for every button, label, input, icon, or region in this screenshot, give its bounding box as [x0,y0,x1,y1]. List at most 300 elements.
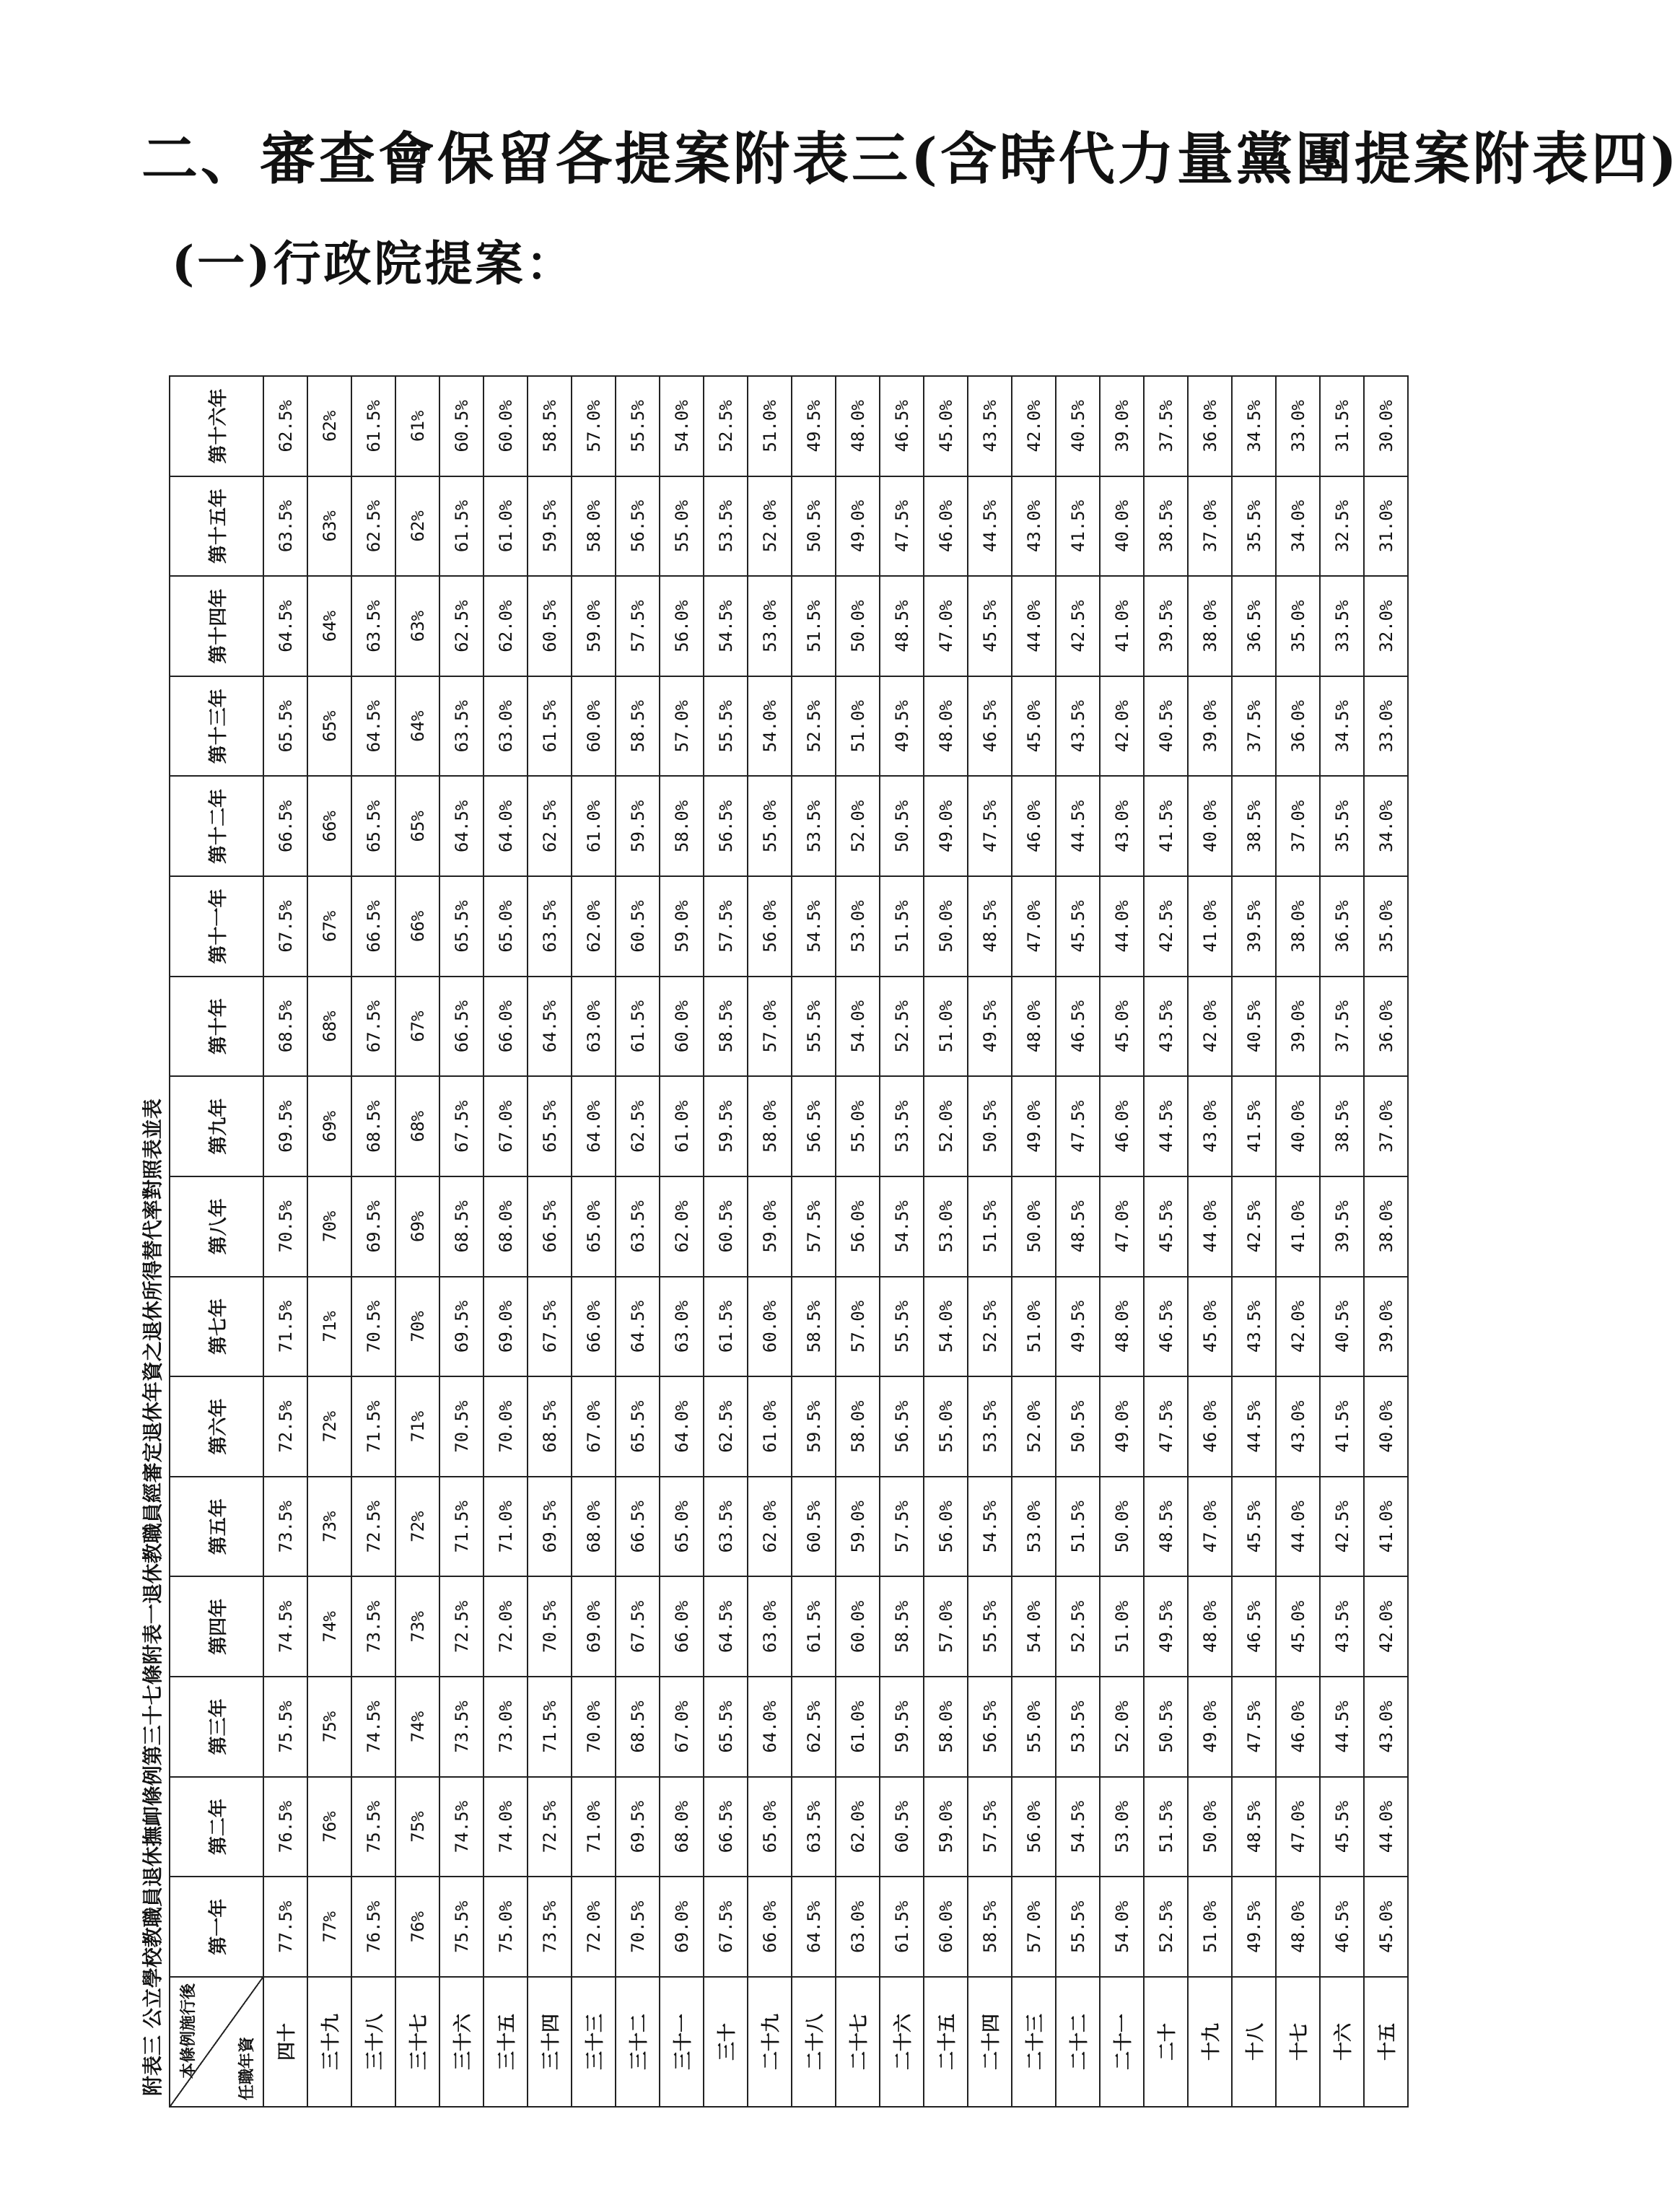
table-row [1364,376,1408,2107]
rate-cell: 61.0% [836,1677,880,1777]
rate-cell: 51.5% [968,1176,1012,1277]
rate-cell: 55.0% [660,476,704,577]
rate-cell: 74.5% [351,1677,395,1777]
rate-cell: 65.0% [660,1477,704,1577]
rate-cell: 52.5% [792,676,836,777]
rate-cell: 71% [395,1376,439,1477]
row-header-cell: 三十四 [528,1977,572,2107]
rate-cell: 65.5% [528,1076,572,1176]
rate-cell: 40.5% [1056,376,1100,476]
table-row [748,376,792,2107]
rate-cell: 68.0% [484,1176,528,1277]
rate-cell: 44.5% [1232,1376,1276,1477]
rate-cell: 33.0% [1276,376,1320,476]
rate-cell: 56.5% [616,476,660,577]
rate-cell: 77.5% [263,1877,307,1977]
rate-cell: 62.0% [748,1477,792,1577]
rate-cell: 40.5% [1232,977,1276,1077]
rate-cell: 51.0% [836,676,880,777]
rate-cell: 49.0% [924,777,968,877]
rate-cell: 52.5% [880,977,924,1077]
rate-cell: 37.0% [1188,476,1232,577]
rate-cell: 43.5% [1232,1277,1276,1377]
row-header-cell: 三十九 [307,1977,351,2107]
rate-cell: 42.0% [1012,376,1056,476]
rate-cell: 46.0% [1276,1677,1320,1777]
rate-cell: 56.5% [704,777,748,877]
rate-cell: 45.5% [1144,1176,1188,1277]
rate-cell: 73% [307,1477,351,1577]
row-header-cell: 二十八 [792,1977,836,2107]
rate-cell: 50.5% [1144,1677,1188,1777]
rate-cell: 35.5% [1320,777,1364,877]
rate-cell: 62.5% [792,1677,836,1777]
rate-cell: 55.5% [792,977,836,1077]
rate-cell: 71.5% [351,1376,395,1477]
rate-cell: 69.0% [660,1877,704,1977]
rate-cell: 62.0% [660,1176,704,1277]
column-header: 第十五年 [170,476,263,577]
rate-cell: 44.0% [1276,1477,1320,1577]
rate-cell: 74.5% [439,1777,484,1877]
rate-cell: 68% [395,1076,439,1176]
rate-cell: 54.5% [704,576,748,676]
column-header: 第十二年 [170,777,263,877]
rate-cell: 50.5% [792,476,836,577]
rate-cell: 62.5% [439,576,484,676]
row-header-cell: 十九 [1188,1977,1232,2107]
rate-cell: 40.0% [1100,476,1144,577]
rate-cell: 74.5% [263,1577,307,1677]
rate-cell: 69% [395,1176,439,1277]
table-caption: 附表三 公立學校教職員退休撫卹條例第三十七條附表一退休教職員經審定退休年資之退休所得替代率對照表並表 [141,1099,165,2096]
rate-cell: 48.5% [880,576,924,676]
rate-cell: 69.5% [616,1777,660,1877]
column-header: 第四年 [170,1577,263,1677]
table-row [572,376,616,2107]
rate-cell: 55.5% [1056,1877,1100,1977]
rate-cell: 40.0% [1364,1376,1408,1477]
row-header-cell: 四十 [263,1977,307,2107]
rate-cell: 60.5% [880,1777,924,1877]
column-header: 第八年 [170,1176,263,1277]
rate-cell: 57.5% [792,1176,836,1277]
row-header-cell: 三十八 [351,1977,395,2107]
rate-cell: 54.0% [660,376,704,476]
rate-cell: 53.5% [792,777,836,877]
rate-cell: 66.5% [616,1477,660,1577]
table-row [1100,376,1144,2107]
rate-cell: 60.5% [704,1176,748,1277]
rate-cell: 42.5% [1144,876,1188,977]
rate-cell: 62.0% [836,1777,880,1877]
rate-cell: 66.0% [484,977,528,1077]
rate-cell: 64.5% [616,1277,660,1377]
table-row [307,376,351,2107]
row-header-cell: 二十二 [1056,1977,1100,2107]
rate-cell: 53.0% [836,876,880,977]
rate-cell: 65.5% [704,1677,748,1777]
rate-cell: 73.0% [484,1677,528,1777]
rate-cell: 42.0% [1100,676,1144,777]
row-header-cell: 三十七 [395,1977,439,2107]
rate-cell: 38.0% [1276,876,1320,977]
rate-cell: 35.0% [1364,876,1408,977]
column-header: 第十三年 [170,676,263,777]
column-header: 第九年 [170,1076,263,1176]
rate-cell: 61.5% [880,1877,924,1977]
rate-cell: 71% [307,1277,351,1377]
row-header-cell: 二十九 [748,1977,792,2107]
rate-cell: 38.5% [1320,1076,1364,1176]
rate-cell: 43.5% [1320,1577,1364,1677]
rate-cell: 55.0% [924,1376,968,1477]
rate-cell: 69% [307,1076,351,1176]
rate-cell: 54.5% [1056,1777,1100,1877]
rate-cell: 53.0% [924,1176,968,1277]
rate-cell: 45.0% [1364,1877,1408,1977]
rate-cell: 62.5% [704,1376,748,1477]
column-header: 第十六年 [170,376,263,476]
rate-cell: 60.0% [484,376,528,476]
rate-cell: 34.0% [1276,476,1320,577]
table-row [528,376,572,2107]
rate-cell: 57.0% [660,676,704,777]
rate-cell: 76% [395,1877,439,1977]
rate-cell: 36.0% [1188,376,1232,476]
rate-cell: 66.5% [351,876,395,977]
rate-cell: 62.0% [572,876,616,977]
rate-cell: 72.5% [351,1477,395,1577]
rate-cell: 34.0% [1364,777,1408,877]
rate-cell: 40.0% [1188,777,1232,877]
rate-cell: 43.5% [1056,676,1100,777]
rate-cell: 69.5% [439,1277,484,1377]
rate-cell: 57.0% [748,977,792,1077]
rate-cell: 58.5% [616,676,660,777]
rate-cell: 66% [395,876,439,977]
rate-cell: 47.5% [1144,1376,1188,1477]
column-header: 第十一年 [170,876,263,977]
rate-cell: 52.5% [1056,1577,1100,1677]
column-header: 第七年 [170,1277,263,1377]
rate-cell: 67.5% [351,977,395,1077]
rate-cell: 59.0% [924,1777,968,1877]
rate-cell: 42.0% [1364,1577,1408,1677]
rate-cell: 43.0% [1012,476,1056,577]
row-header-cell: 三十五 [484,1977,528,2107]
rate-cell: 46.5% [880,376,924,476]
rate-cell: 45.5% [968,576,1012,676]
rate-cell: 58.0% [660,777,704,877]
rate-cell: 50.0% [1012,1176,1056,1277]
rate-cell: 62.0% [484,576,528,676]
rate-cell: 45.0% [924,376,968,476]
rate-cell: 52.0% [836,777,880,877]
rate-cell: 32.0% [1364,576,1408,676]
rate-cell: 36.0% [1364,977,1408,1077]
rate-cell: 63.5% [792,1777,836,1877]
row-header-cell: 三十二 [616,1977,660,2107]
rate-cell: 66.5% [439,977,484,1077]
row-header-cell: 十六 [1320,1977,1364,2107]
rate-cell: 56.5% [880,1376,924,1477]
rate-cell: 47.5% [968,777,1012,877]
rate-cell: 39.5% [1232,876,1276,977]
rate-cell: 56.0% [836,1176,880,1277]
rate-cell: 46.5% [1144,1277,1188,1377]
row-header-cell: 二十六 [880,1977,924,2107]
table-row [792,376,836,2107]
rate-cell: 67.5% [616,1577,660,1677]
rate-cell: 33.0% [1364,676,1408,777]
rate-cell: 36.0% [1276,676,1320,777]
rate-cell: 51.5% [792,576,836,676]
rate-cell: 53.5% [880,1076,924,1176]
rate-cell: 50.5% [1056,1376,1100,1477]
row-header-cell: 二十 [1144,1977,1188,2107]
row-header-cell: 二十七 [836,1977,880,2107]
rate-cell: 53.5% [704,476,748,577]
rate-cell: 54.5% [968,1477,1012,1577]
rate-cell: 60.5% [792,1477,836,1577]
rate-cell: 43.5% [1144,977,1188,1077]
row-header-cell: 二十三 [1012,1977,1056,2107]
rate-cell: 44.0% [1188,1176,1232,1277]
rate-cell: 70% [395,1277,439,1377]
rate-cell: 48.0% [924,676,968,777]
rate-cell: 34.5% [1320,676,1364,777]
rate-cell: 39.0% [1188,676,1232,777]
rate-cell: 59.5% [704,1076,748,1176]
rate-cell: 57.5% [968,1777,1012,1877]
rate-cell: 61.5% [439,476,484,577]
rate-cell: 63.0% [484,676,528,777]
rate-cell: 55.5% [968,1577,1012,1677]
rate-cell: 53.0% [1100,1777,1144,1877]
rate-cell: 50.0% [924,876,968,977]
rate-cell: 61% [395,376,439,476]
rate-cell: 43.0% [1188,1076,1232,1176]
rate-cell: 58.5% [792,1277,836,1377]
rate-cell: 35.0% [1276,576,1320,676]
row-header-cell: 三十六 [439,1977,484,2107]
column-header: 第六年 [170,1376,263,1477]
rate-cell: 53.0% [1012,1477,1056,1577]
rate-cell: 48.5% [1144,1477,1188,1577]
row-header-cell: 二十四 [968,1977,1012,2107]
rate-cell: 65% [395,777,439,877]
rate-cell: 47.5% [1232,1677,1276,1777]
rate-cell: 43.0% [1364,1677,1408,1777]
rate-cell: 60.5% [439,376,484,476]
row-header-cell: 三十一 [660,1977,704,2107]
rate-cell: 60.5% [616,876,660,977]
rate-cell: 59.0% [572,576,616,676]
rate-cell: 51.0% [748,376,792,476]
rate-cell: 76.5% [351,1877,395,1977]
rate-cell: 45.5% [1232,1477,1276,1577]
rate-cell: 58.5% [704,977,748,1077]
rate-cell: 60.0% [924,1877,968,1977]
corner-top-label: 本條例施行後 [180,1983,198,2079]
rate-cell: 67.5% [704,1877,748,1977]
rate-cell: 55.5% [880,1277,924,1377]
replacement-rate-table [169,375,1409,2108]
rate-cell: 39.0% [1100,376,1144,476]
rate-cell: 74% [307,1577,351,1677]
rate-cell: 75.0% [484,1877,528,1977]
rate-cell: 64.5% [704,1577,748,1677]
rate-cell: 52.0% [924,1076,968,1176]
rate-cell: 41.5% [1232,1076,1276,1176]
row-header-cell: 三十三 [572,1977,616,2107]
rate-cell: 63.5% [263,476,307,577]
rate-cell: 35.5% [1232,476,1276,577]
rate-cell: 71.5% [528,1677,572,1777]
rate-cell: 50.0% [1100,1477,1144,1577]
table-row [1012,376,1056,2107]
rate-cell: 61.0% [748,1376,792,1477]
rate-cell: 47.0% [1100,1176,1144,1277]
table-row [968,376,1012,2107]
rate-cell: 61.5% [528,676,572,777]
rate-cell: 58.0% [836,1376,880,1477]
rate-cell: 59.0% [748,1176,792,1277]
rate-cell: 60.0% [572,676,616,777]
rate-cell: 37.0% [1276,777,1320,877]
rate-cell: 54.0% [748,676,792,777]
rate-cell: 49.5% [880,676,924,777]
rate-cell: 66.5% [263,777,307,877]
rate-cell: 60.0% [836,1577,880,1677]
rate-cell: 60.5% [528,576,572,676]
rate-cell: 70.5% [351,1277,395,1377]
rate-cell: 56.0% [748,876,792,977]
rate-cell: 71.0% [572,1777,616,1877]
rate-cell: 49.0% [1100,1376,1144,1477]
rate-cell: 72.0% [572,1877,616,1977]
rate-cell: 52.0% [748,476,792,577]
rate-cell: 42.0% [1188,977,1232,1077]
rate-cell: 49.5% [1144,1577,1188,1677]
rate-cell: 45.0% [1012,676,1056,777]
rate-cell: 71.5% [439,1477,484,1577]
rate-cell: 38.5% [1144,476,1188,577]
rate-cell: 68.5% [616,1677,660,1777]
rate-cell: 48.0% [1276,1877,1320,1977]
rate-cell: 63.0% [836,1877,880,1977]
rate-cell: 41.0% [1188,876,1232,977]
rate-cell: 44.5% [968,476,1012,577]
rate-cell: 45.5% [1056,876,1100,977]
section-subheading: (一)行政院提案： [172,235,577,292]
rate-cell: 63.0% [660,1277,704,1377]
rate-cell: 64.0% [748,1677,792,1777]
table-row [484,376,528,2107]
rate-cell: 67.0% [572,1376,616,1477]
rate-cell: 64% [395,676,439,777]
rate-cell: 75.5% [439,1877,484,1977]
rate-cell: 40.5% [1144,676,1188,777]
rate-cell: 62.5% [528,777,572,877]
rate-cell: 53.5% [1056,1677,1100,1777]
column-header: 第三年 [170,1677,263,1777]
rate-cell: 75% [307,1677,351,1777]
rate-cell: 75.5% [263,1677,307,1777]
rate-cell: 62% [307,376,351,476]
rate-cell: 62.5% [351,476,395,577]
rate-cell: 32.5% [1320,476,1364,577]
rate-cell: 46.0% [924,476,968,577]
rate-cell: 55.0% [1012,1677,1056,1777]
rate-cell: 49.5% [792,376,836,476]
rate-cell: 43.5% [968,376,1012,476]
rate-cell: 70.5% [439,1376,484,1477]
rate-cell: 68% [307,977,351,1077]
rate-cell: 49.0% [1188,1677,1232,1777]
rate-cell: 58.0% [572,476,616,577]
rate-cell: 42.5% [1320,1477,1364,1577]
rate-cell: 51.0% [924,977,968,1077]
rate-cell: 65.0% [572,1176,616,1277]
rate-cell: 39.5% [1144,576,1188,676]
rate-cell: 65.5% [263,676,307,777]
rate-cell: 65.0% [748,1777,792,1877]
rate-cell: 64.5% [263,576,307,676]
rate-cell: 61.0% [660,1076,704,1176]
rate-cell: 73.5% [528,1877,572,1977]
document-heading: 二、審查會保留各提案附表三(含時代力量黨團提案附表四) [141,126,1680,192]
rate-cell: 48.0% [1012,977,1056,1077]
rate-cell: 31.5% [1320,376,1364,476]
rate-cell: 44.5% [1056,777,1100,877]
rate-cell: 72.5% [439,1577,484,1677]
rate-cell: 61.5% [792,1577,836,1677]
rate-cell: 52.0% [1012,1376,1056,1477]
rate-cell: 57.0% [1012,1877,1056,1977]
rate-cell: 37.5% [1232,676,1276,777]
rate-cell: 48.5% [968,876,1012,977]
rate-cell: 68.5% [439,1176,484,1277]
rate-cell: 41.5% [1144,777,1188,877]
rate-cell: 72% [395,1477,439,1577]
column-header: 第二年 [170,1777,263,1877]
rate-cell: 69.0% [572,1577,616,1677]
rate-cell: 67.5% [528,1277,572,1377]
rate-cell: 48.0% [836,376,880,476]
rate-cell: 59.5% [880,1677,924,1777]
rate-cell: 64.5% [528,977,572,1077]
rate-cell: 51.0% [1100,1577,1144,1677]
rate-cell: 67.0% [484,1076,528,1176]
rate-cell: 46.0% [1188,1376,1232,1477]
rate-cell: 33.5% [1320,576,1364,676]
rate-cell: 42.0% [1276,1277,1320,1377]
rate-cell: 44.0% [1100,876,1144,977]
row-header-cell: 十八 [1232,1977,1276,2107]
rate-cell: 56.0% [924,1477,968,1577]
rate-cell: 59.0% [660,876,704,977]
table-row [704,376,748,2107]
rate-cell: 58.0% [748,1076,792,1176]
table-row [1056,376,1100,2107]
rate-cell: 41.5% [1056,476,1100,577]
rate-cell: 56.5% [968,1677,1012,1777]
row-header-cell: 二十一 [1100,1977,1144,2107]
column-header: 第一年 [170,1877,263,1977]
rate-cell: 59.5% [616,777,660,877]
